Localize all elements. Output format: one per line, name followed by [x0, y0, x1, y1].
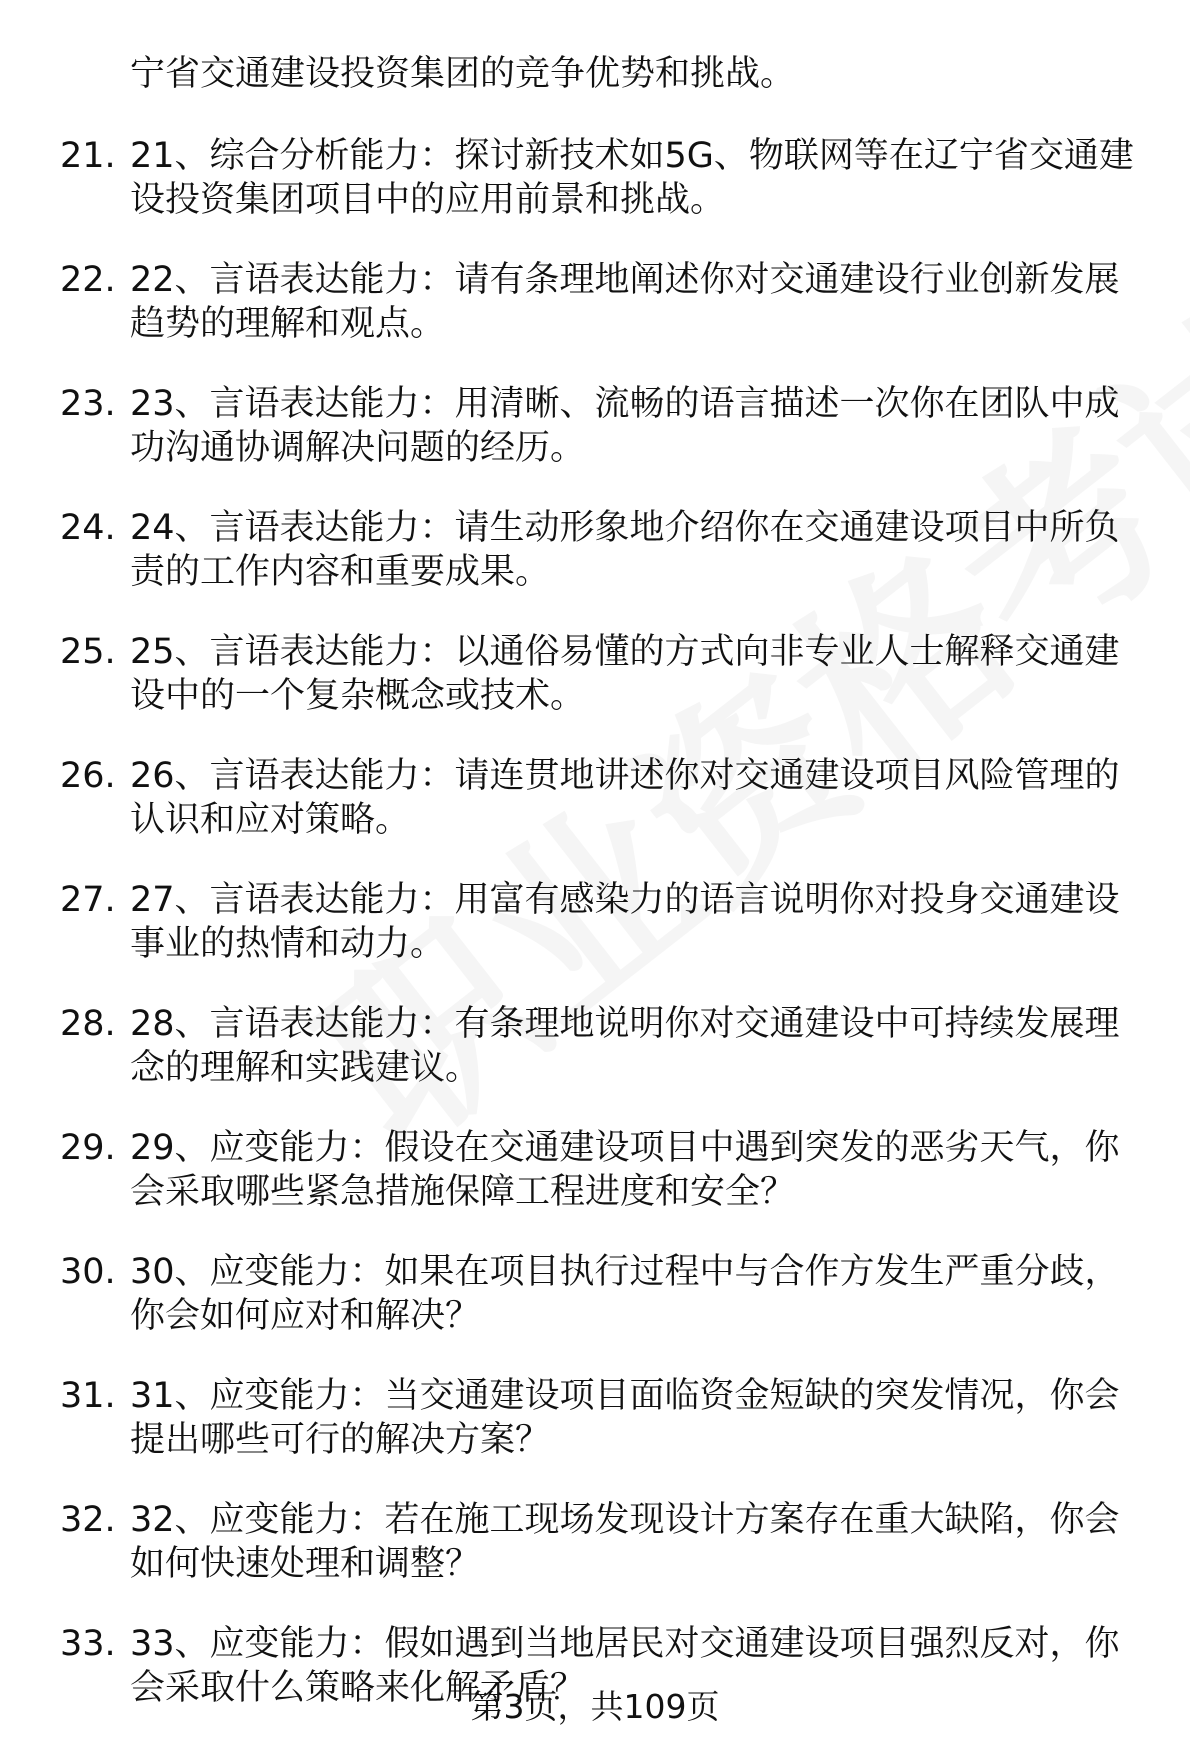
question-line: 责的工作内容和重要成果。	[130, 552, 551, 592]
question-line: 设中的一个复杂概念或技术。	[130, 676, 586, 716]
question-text	[130, 1250, 1170, 1338]
question-line: 如何快速处理和调整？	[130, 1544, 481, 1584]
question-text	[130, 382, 1170, 470]
question-line: 你会如何应对和解决？	[130, 1296, 481, 1336]
previous-question-continuation: 宁省交通建设投资集团的竞争优势和挑战。	[130, 54, 796, 94]
question-item	[60, 1250, 1170, 1374]
question-line: 26、言语表达能力：请连贯地讲述你对交通建设项目风险管理的	[130, 756, 1120, 796]
question-item	[60, 382, 1170, 506]
question-item	[60, 1126, 1170, 1250]
question-line: 功沟通协调解决问题的经历。	[130, 428, 586, 468]
question-text	[130, 630, 1170, 718]
question-line: 24、言语表达能力：请生动形象地介绍你在交通建设项目中所负	[130, 508, 1120, 548]
question-number: 31.	[60, 1376, 116, 1416]
question-text	[130, 258, 1170, 346]
question-line: 21、综合分析能力：探讨新技术如5G、物联网等在辽宁省交通建	[130, 136, 1134, 176]
question-item	[60, 878, 1170, 1002]
question-number: 26.	[60, 756, 116, 796]
question-text	[130, 506, 1170, 594]
question-item	[60, 506, 1170, 630]
question-line: 认识和应对策略。	[130, 800, 411, 840]
question-text	[130, 1498, 1170, 1586]
question-line: 33、应变能力：假如遇到当地居民对交通建设项目强烈反对，你	[130, 1624, 1120, 1664]
question-number: 29.	[60, 1128, 116, 1168]
question-line: 25、言语表达能力：以通俗易懂的方式向非专业人士解释交通建	[130, 632, 1120, 672]
question-line: 30、应变能力：如果在项目执行过程中与合作方发生严重分歧，	[130, 1252, 1120, 1292]
question-line: 会采取哪些紧急措施保障工程进度和安全？	[130, 1172, 796, 1212]
question-line: 22、言语表达能力：请有条理地阐述你对交通建设行业创新发展	[130, 260, 1120, 300]
page-footer: 第3页，共109页	[470, 1687, 720, 1726]
question-number: 22.	[60, 260, 116, 300]
question-item	[60, 630, 1170, 754]
question-line: 事业的热情和动力。	[130, 924, 446, 964]
question-number: 33.	[60, 1624, 116, 1664]
question-text	[130, 134, 1170, 222]
question-line: 23、言语表达能力：用清晰、流畅的语言描述一次你在团队中成	[130, 384, 1120, 424]
question-list	[60, 134, 1170, 1746]
question-line: 27、言语表达能力：用富有感染力的语言说明你对投身交通建设	[130, 880, 1120, 920]
question-item	[60, 754, 1170, 878]
question-item	[60, 1498, 1170, 1622]
question-number: 30.	[60, 1252, 116, 1292]
question-line: 会采取什么策略来化解矛盾？	[130, 1668, 586, 1708]
question-number: 27.	[60, 880, 116, 920]
question-text	[130, 1374, 1170, 1462]
question-text	[130, 754, 1170, 842]
question-line: 设投资集团项目中的应用前景和挑战。	[130, 180, 726, 220]
question-item	[60, 258, 1170, 382]
question-line: 28、言语表达能力：有条理地说明你对交通建设中可持续发展理	[130, 1004, 1120, 1044]
question-number: 21.	[60, 136, 116, 176]
question-line: 提出哪些可行的解决方案？	[130, 1420, 551, 1460]
question-number: 24.	[60, 508, 116, 548]
question-item	[60, 1002, 1170, 1126]
question-line: 32、应变能力：若在施工现场发现设计方案存在重大缺陷，你会	[130, 1500, 1120, 1540]
question-number: 28.	[60, 1004, 116, 1044]
question-number: 32.	[60, 1500, 116, 1540]
question-item	[60, 134, 1170, 258]
question-line: 趋势的理解和观点。	[130, 304, 446, 344]
question-line: 31、应变能力：当交通建设项目面临资金短缺的突发情况，你会	[130, 1376, 1120, 1416]
question-number: 25.	[60, 632, 116, 672]
question-item	[60, 1374, 1170, 1498]
question-number: 23.	[60, 384, 116, 424]
question-line: 念的理解和实践建议。	[130, 1048, 481, 1088]
question-line: 29、应变能力：假设在交通建设项目中遇到突发的恶劣天气，你	[130, 1128, 1120, 1168]
question-text	[130, 878, 1170, 966]
question-text	[130, 1002, 1170, 1090]
question-text	[130, 1126, 1170, 1214]
